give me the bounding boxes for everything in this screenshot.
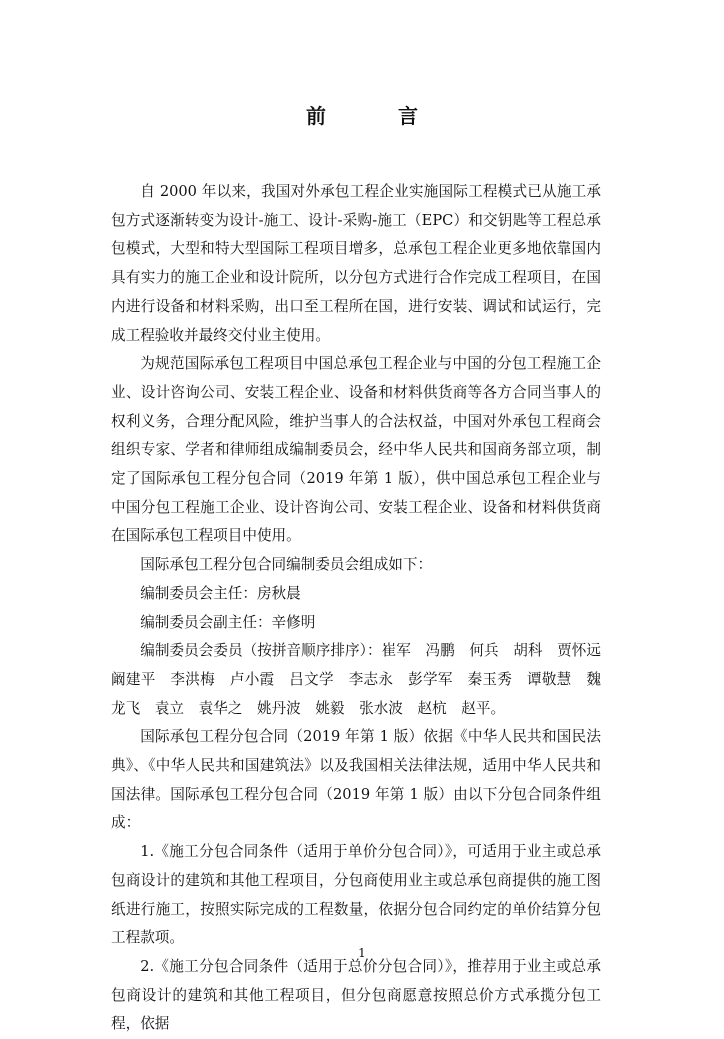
paragraph-intro: 自 2000 年以来，我国对外承包工程企业实施国际工程模式已从施工承包方式逐渐转变为设计-施工、设计-采购-施工（EPC）和交钥匙等工程总承包模式，大型和特大型国际工程项目增多，总承包工程企业更多地依靠国内具有实力的施工企业和设计院所，以分包方式进行合作完成工程项目，在国内进行设备和材料采购，出口至工程所在国，进行安装、调试和试运行，完成工程验收并最终交付业主使用。 — [111, 183, 601, 344]
paragraph-committee-heading: 国际承包工程分包合同编制委员会组成如下： — [140, 556, 433, 574]
document-body — [111, 178, 616, 1039]
paragraph-condition-1: 1.《施工分包合同条件（适用于单价分包合同）》，可适用于业主或总承包商设计的建筑和其他工程项目，分包商使用业主或总承包商提供的施工图纸进行施工，按照实际完成的工程数量，依据分包合同约定的单价结算分包工程款项。 — [111, 843, 601, 947]
paragraph-committee-deputy: 编制委员会副主任：辛修明 — [140, 613, 316, 631]
paragraph-legal-basis: 国际承包工程分包合同（2019 年第 1 版）依据《中华人民共和国民法典》、《中华人民共和国建筑法》以及我国相关法律法规，适用中华人民共和国法律。国际承包工程分包合同（2019 年第 1 版）由以下分包合同条件组成： — [111, 728, 601, 832]
paragraph-committee-members: 编制委员会委员（按拼音顺序排序）：崔军 冯鹏 何兵 胡科 贾怀远 阚建平 李洪梅 卢小霞 吕文学 李志永 彭学军 秦玉秀 谭敬慧 魏龙飞 袁立 袁华之 姚丹波 姚毅 张水波 赵杭 赵平。 — [111, 642, 616, 717]
page-number: 1 — [358, 946, 366, 960]
paragraph-condition-2: 2.《施工分包合同条件（适用于总价分包合同）》，推荐用于业主或总承包商设计的建筑和其他工程项目，但分包商愿意按照总价方式承揽分包工程，依据 — [111, 957, 601, 1033]
paragraph-purpose: 为规范国际承包工程项目中国总承包工程企业与中国的分包工程施工企业、设计咨询公司、安装工程企业、设备和材料供货商等各方合同当事人的权利义务，合理分配风险，维护当事人的合法权益，中国对外承包工程商会组织专家、学者和律师组成编制委员会，经中华人民共和国商务部立项，制定了国际承包工程分包合同（2019 年第 1 版），供中国总承包工程企业与中国分包工程施工企业、设计咨询公司、安装工程企业、设备和材料供货商在国际承包工程项目中使用。 — [111, 355, 601, 545]
page-title: 前 言 — [306, 104, 444, 128]
paragraph-committee-director: 编制委员会主任：房秋晨 — [140, 584, 301, 602]
